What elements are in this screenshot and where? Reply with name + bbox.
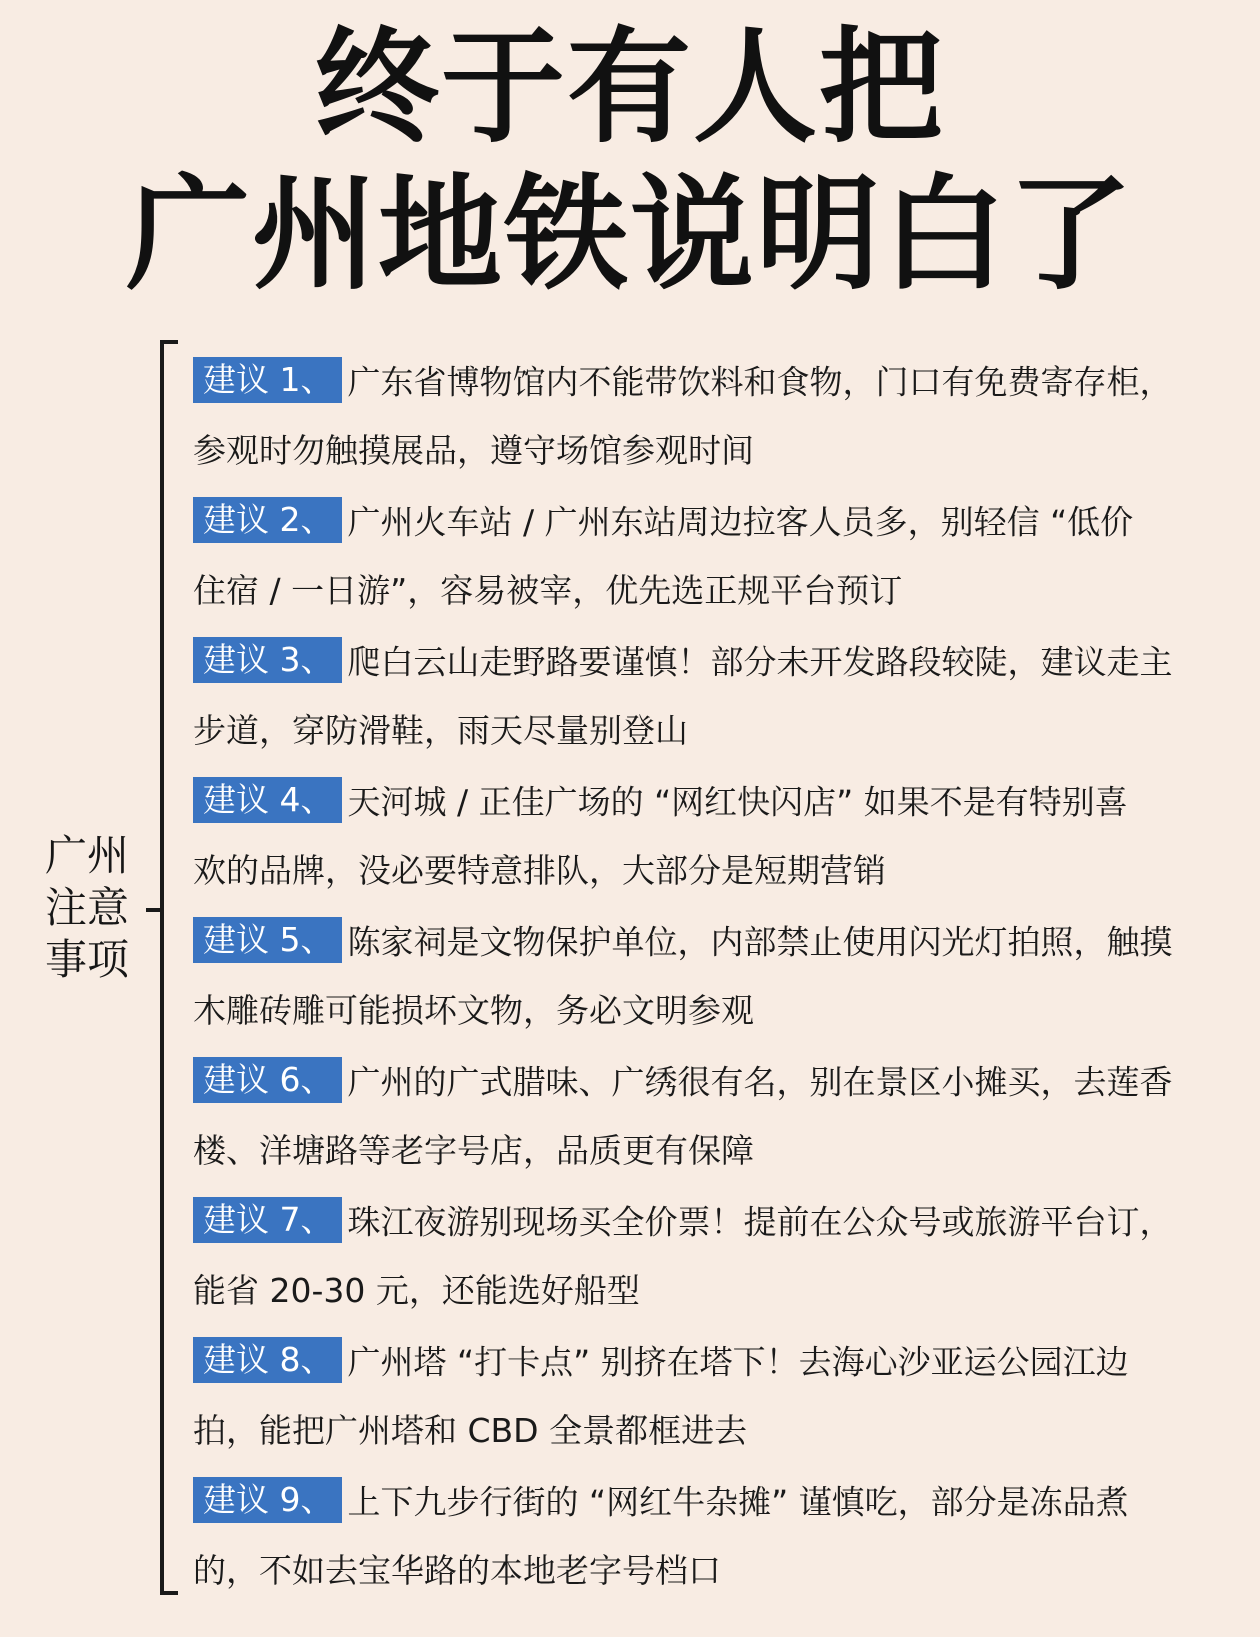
tip-item-9 xyxy=(193,1466,1193,1606)
tip-text-line-2: 拍，能把广州塔和 CBD 全景都框进去 xyxy=(193,1411,748,1450)
tip-text-line-2: 楼、洋塘路等老字号店，品质更有保障 xyxy=(193,1131,754,1170)
tip-text-line-1: 广州火车站 / 广州东站周边拉客人员多，别轻信 “低价 xyxy=(347,502,1134,542)
tip-text-line-1: 广州塔 “打卡点” 别挤在塔下！去海心沙亚运公园江边 xyxy=(347,1342,1129,1382)
tip-item-4 xyxy=(193,766,1193,906)
tip-text-line-2: 能省 20-30 元，还能选好船型 xyxy=(193,1271,640,1310)
tip-text-line-2: 的，不如去宝华路的本地老字号档口 xyxy=(193,1551,721,1590)
tip-item-7 xyxy=(193,1186,1193,1326)
tip-tag: 建议 3、 xyxy=(193,637,342,683)
tip-text-line-1: 上下九步行街的 “网红牛杂摊” 谨慎吃，部分是冻品煮 xyxy=(347,1482,1129,1522)
tip-tag: 建议 8、 xyxy=(193,1337,342,1383)
tip-text-line-2: 欢的品牌，没必要特意排队，大部分是短期营销 xyxy=(193,851,886,890)
tip-tag: 建议 6、 xyxy=(193,1057,342,1103)
side-category-label xyxy=(32,830,142,986)
tips-list xyxy=(193,346,1193,1606)
tip-tag: 建议 7、 xyxy=(193,1197,342,1243)
side-label-line-3: 事项 xyxy=(44,935,129,984)
side-label-line-1: 广州 xyxy=(44,831,129,880)
tip-text-line-1: 珠江夜游别现场买全价票！提前在公众号或旅游平台订， xyxy=(347,1202,1173,1242)
tip-item-2 xyxy=(193,486,1193,626)
tip-item-3 xyxy=(193,626,1193,766)
tip-text-line-2: 步道，穿防滑鞋，雨天尽量别登山 xyxy=(193,711,688,750)
page-title-line-1: 终于有人把 xyxy=(314,16,945,160)
tip-item-6 xyxy=(193,1046,1193,1186)
tip-tag: 建议 2、 xyxy=(193,497,342,543)
bracket-line xyxy=(160,340,178,1595)
bracket-tick xyxy=(146,908,162,912)
tip-tag: 建议 4、 xyxy=(193,777,342,823)
page-title-line-2: 广州地铁说明白了 xyxy=(125,163,1134,307)
tip-text-line-2: 木雕砖雕可能损坏文物，务必文明参观 xyxy=(193,991,754,1030)
tip-item-8 xyxy=(193,1326,1193,1466)
tip-text-line-2: 参观时勿触摸展品，遵守场馆参观时间 xyxy=(193,431,754,470)
tip-text-line-1: 天河城 / 正佳广场的 “网红快闪店” 如果不是有特别喜 xyxy=(347,782,1128,822)
side-label-line-2: 注意 xyxy=(44,883,129,932)
tip-text-line-1: 广州的广式腊味、广绣很有名，别在景区小摊买，去莲香 xyxy=(347,1062,1173,1102)
tip-text-line-1: 广东省博物馆内不能带饮料和食物，门口有免费寄存柜， xyxy=(347,362,1173,402)
tip-tag: 建议 1、 xyxy=(193,357,342,403)
tip-text-line-1: 陈家祠是文物保护单位，内部禁止使用闪光灯拍照，触摸 xyxy=(347,922,1173,962)
tip-tag: 建议 9、 xyxy=(193,1477,342,1523)
tip-tag: 建议 5、 xyxy=(193,917,342,963)
tip-item-1 xyxy=(193,346,1193,486)
tip-text-line-1: 爬白云山走野路要谨慎！部分未开发路段较陡，建议走主 xyxy=(347,642,1173,682)
tip-item-5 xyxy=(193,906,1193,1046)
tip-text-line-2: 住宿 / 一日游”，容易被宰，优先选正规平台预订 xyxy=(193,571,903,610)
